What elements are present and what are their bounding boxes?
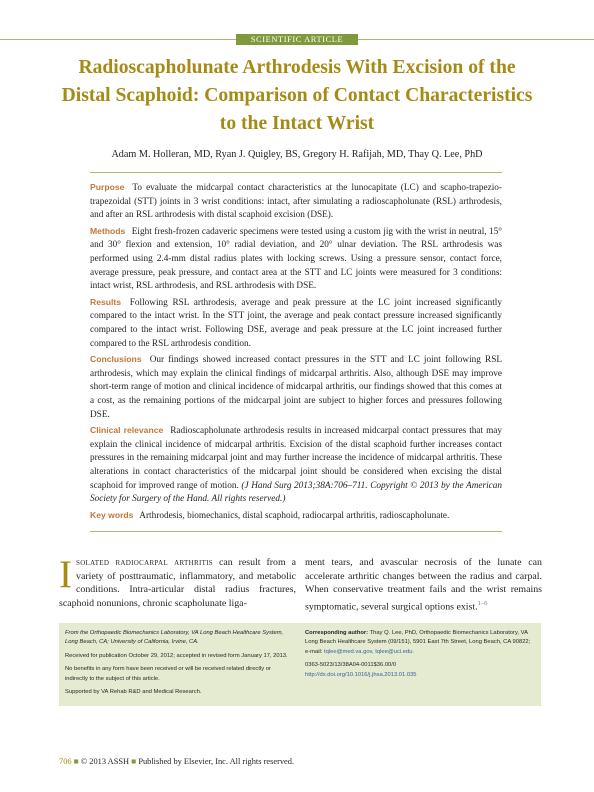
body-column-right — [305, 556, 542, 614]
footnote-box — [59, 623, 541, 706]
article-title — [40, 54, 554, 138]
email-link[interactable]: tqlee@med.va.gov, — [324, 648, 374, 655]
footnote-right-column — [305, 629, 535, 701]
support-text: Supported by VA Rehab R&D and Medical Research. — [65, 689, 202, 696]
drop-cap: I — [59, 553, 72, 596]
results-text: Following RSL arthrodesis, average and peak pressure at the LC joint increased significantly compared to the intact wrist. In the STT joint, the average and peak contact pressure increased significantly compared to the intact wrist. Following DSE, average and peak pressure at the LC joint increased further compared to the RSL arthrodesis condition. — [90, 297, 502, 349]
keywords-text: Arthrodesis, biomechanics, distal scaphoid, radiocarpal arthritis, radioscapholunate. — [139, 510, 450, 521]
purpose-heading: Purpose — [90, 182, 125, 192]
abstract-box — [90, 172, 502, 532]
conclusions-text: Our findings showed increased contact pressures in the STT and LC joint following RSL arthrodesis, which may explain the clinical findings of midcarpal arthritis. Also, although DSE may improve short-term range of motion and clinical incidence of midcarpal arthritis, our findings showed that this comes at a cost, as the remaining portions of the midcarpal joint are subject to higher forces and pressures following DSE. — [90, 354, 503, 420]
journal-citation: (J Hand Surg 2013;38A:706–711. Copyright © 2013 by the American Society for Surgery of the Hand. All rights reserved.) — [90, 480, 503, 505]
abstract-purpose — [90, 181, 502, 223]
separator-bullet-2: ■ — [131, 757, 137, 766]
reference-citation-link[interactable]: 1–6 — [477, 600, 488, 608]
corresponding-author-text: Thay Q. Lee, PhD, Orthopaedic Biomechanics Laboratory, VA Long Beach Healthcare System (09/151), 5901 East 7th Street, Long Beach, CA 90822; e-mail: — [305, 630, 531, 655]
right-column-text: ment tears, and avascular necrosis of the lunate can accelerate arthritic changes between the radius and carpal. When conservative treatment fails and the wrist remains symptomatic, several surgical options exist. — [305, 557, 542, 613]
separator-bullet: ■ — [73, 757, 79, 766]
page-number: 706 — [59, 757, 72, 766]
abstract-keywords — [90, 509, 502, 524]
lead-in-smallcaps: solated radiocarpal arthritis — [76, 557, 213, 568]
corresponding-author-heading: Corresponding author: — [305, 630, 369, 636]
title-line-1: Radioscapholunate Arthrodesis With Excision of the — [78, 57, 516, 78]
keywords-heading: Key words — [90, 509, 134, 520]
conclusions-heading: Conclusions — [90, 353, 142, 364]
title-line-2: Distal Scaphoid: Comparison of Contact Characteristics — [61, 85, 533, 106]
body-column-left — [59, 553, 296, 611]
abstract-clinical-relevance — [90, 424, 502, 507]
page-footer — [59, 757, 294, 766]
abstract-results — [90, 296, 502, 352]
copyright-text: © 2013 ASSH — [80, 757, 130, 766]
abstract-methods — [90, 225, 502, 295]
results-heading: Results — [90, 296, 122, 307]
section-band — [0, 34, 594, 45]
doi-link[interactable]: http://dx.doi.org/10.1016/j.jhsa.2013.01.035 — [305, 671, 417, 678]
clinical-relevance-heading: Clinical relevance — [90, 424, 164, 435]
author-list: Adam M. Holleran, MD, Ryan J. Quigley, BS, Gregory H. Rafijah, MD, Thay Q. Lee, PhD — [111, 149, 483, 160]
footnote-left-column — [65, 629, 295, 701]
publisher-text: Published by Elsevier, Inc. All rights reserved. — [138, 757, 295, 766]
disclosure-text: No benefits in any form have been received or will be received related directly or indirectly to the subject of this article. — [65, 666, 271, 682]
methods-heading: Methods — [90, 225, 126, 236]
affiliation-text: From the Orthopaedic Biomechanics Laboratory, VA Long Beach Healthcare System, Long Beach, CA; University of California, Irvine, CA. — [65, 630, 284, 646]
received-text: Received for publication October 29, 2012; accepted in revised form January 17, 2013. — [65, 652, 288, 659]
methods-text: Eight fresh-frozen cadaveric specimens were tested using a custom jig with the wrist in neutral, 15° and 30° flexion and extension, 10° radial deviation, and 20° ulnar deviation. The RSL arthrodesis was performed using 2.4-mm distal radius plates with locking screws. Using a pressure sensor, contact force, average pressure, peak pressure, and contact area at the STT and LC joints were measured for 3 conditions: intact wrist, RSL arthrodesis, and RSL arthrodesis with DSE. — [90, 226, 502, 292]
email-link-secondary[interactable]: tqlee@uci.edu. — [375, 648, 415, 655]
clinical-relevance-text: Radioscapholunate arthrodesis results in increased midcarpal contact pressures that may explain the clinical incidence of midcarpal arthritis. Excision of the distal scaphoid further increases contact pressures in the remaining midcarpal joint and may further increase the incidence of midcarpal arthritis. These alterations in contact characteristics of the midcarpal joint should be considered when excising the distal scaphoid for improved range of motion. — [90, 425, 502, 491]
left-column-text: can result from a variety of posttraumatic, inflammatory, and metabolic conditions. Intra-articular distal radius fractures, scaphoid nonunions, chronic scapholunate liga- — [59, 557, 296, 610]
title-line-3: to the Intact Wrist — [219, 113, 375, 134]
section-label: SCIENTIFIC ARTICLE — [236, 34, 358, 45]
purpose-text: To evaluate the midcarpal contact characteristics at the lunocapitate (LC) and scapho-trapezio-trapezoidal (STT) joints in 3 wrist conditions: intact, after simulating a radioscapholunate (RSL) arthrodesis, and after an RSL arthrodesis with distal scaphoid excision (DSE). — [90, 183, 502, 221]
abstract-conclusions — [90, 353, 502, 423]
issn-text: 0363-5023/13/38A04-0011$36.00/0 — [305, 662, 397, 669]
